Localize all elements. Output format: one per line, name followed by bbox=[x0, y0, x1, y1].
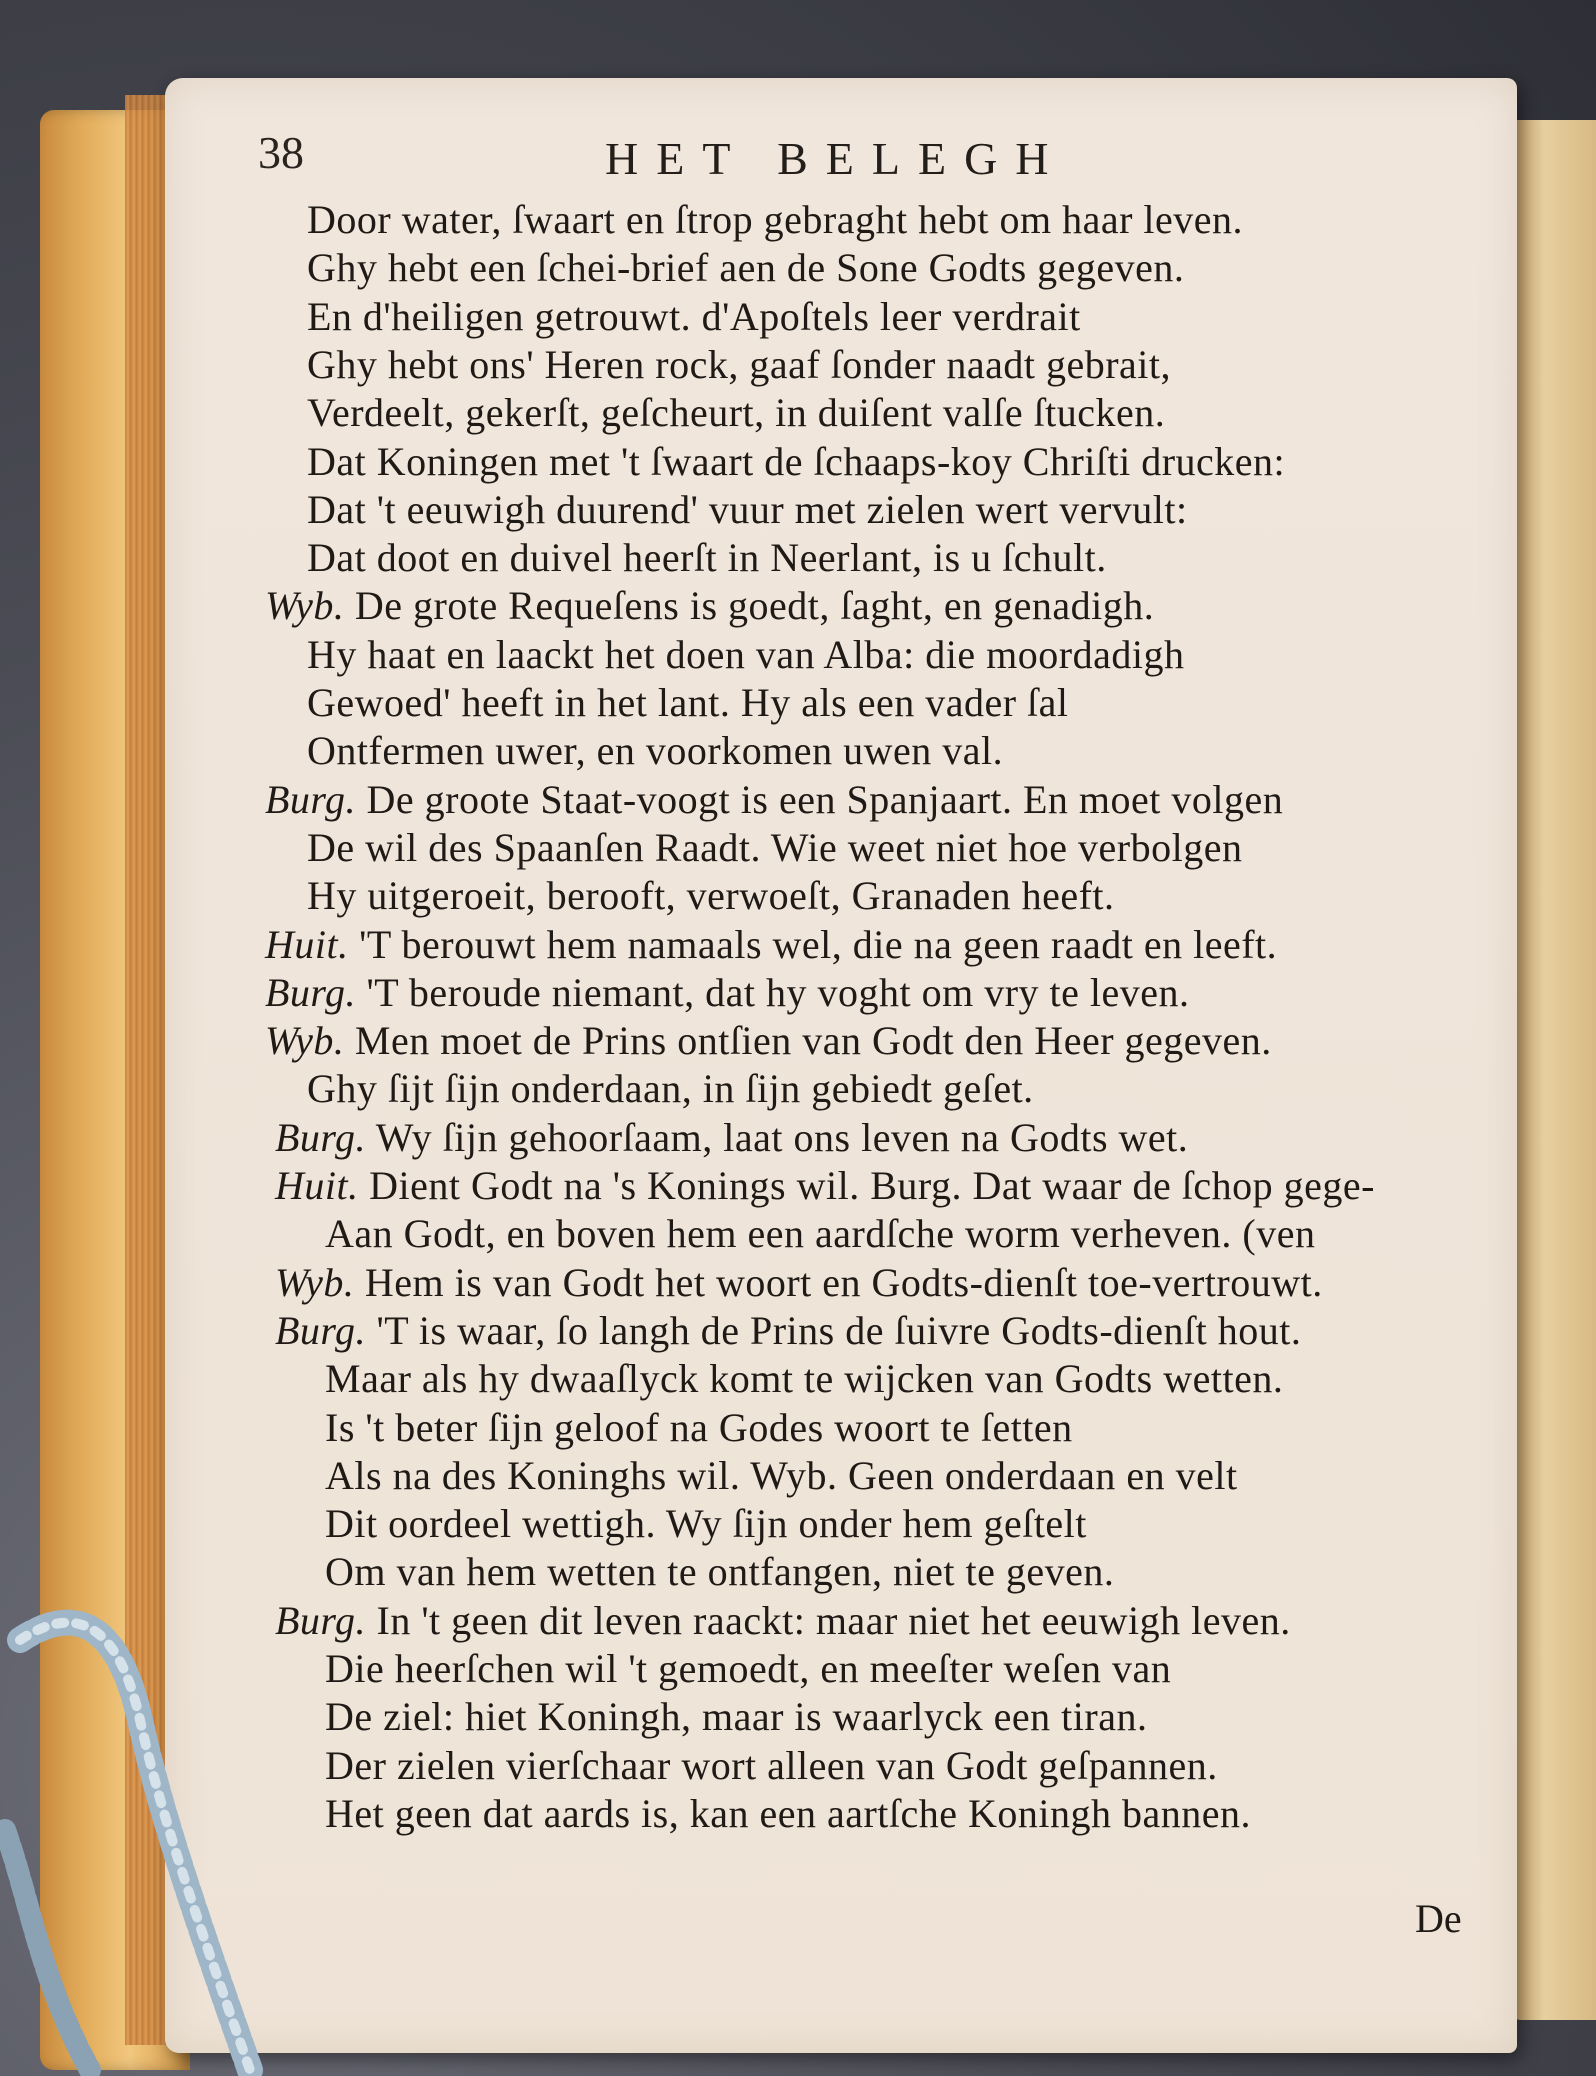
line-text: In 't geen dit leven raackt: maar niet het eeuwigh leven. bbox=[376, 1597, 1291, 1643]
line-text: Hy uitgeroeit, berooft, verwoeſt, Granaden heeft. bbox=[307, 873, 1115, 919]
speaker-label: Wyb. bbox=[275, 1259, 355, 1305]
verse-line bbox=[325, 1500, 1087, 1548]
verse-line bbox=[307, 438, 1285, 486]
speaker-label: Huit. bbox=[275, 1163, 359, 1208]
speaker-label: Burg. bbox=[265, 776, 357, 822]
verse-line bbox=[265, 969, 1190, 1017]
verse-line bbox=[307, 389, 1165, 437]
verse-line bbox=[307, 486, 1188, 534]
speaker-label: Burg. bbox=[275, 1597, 367, 1643]
line-text: De wil des Spaanſen Raadt. Wie weet niet hoe verbolgen bbox=[307, 824, 1243, 870]
verse-line bbox=[275, 1259, 1323, 1307]
line-text: De grote Requeſens is goedt, ſaght, en genadigh. bbox=[354, 583, 1155, 629]
speaker-label: Wyb. bbox=[265, 583, 345, 629]
line-text: En d'heiligen getrouwt. d'Apoſtels leer verdrait bbox=[307, 293, 1081, 339]
verse-line bbox=[307, 341, 1171, 389]
verse-line bbox=[265, 921, 1277, 969]
bookmark-cord bbox=[0, 1600, 310, 2076]
verse-line bbox=[307, 196, 1243, 244]
speaker-label: Wyb. bbox=[265, 1018, 345, 1064]
verse-line bbox=[307, 872, 1115, 920]
verse-line bbox=[325, 1790, 1251, 1838]
line-text: De groote Staat-voogt is een Spanjaart. En moet volgen bbox=[366, 776, 1284, 822]
verse-line bbox=[307, 534, 1107, 582]
speaker-label: Burg. bbox=[265, 969, 357, 1015]
verse-line bbox=[265, 776, 1283, 824]
line-text: Ghy ſijt ſijn onderdaan, in ſijn gebiedt geſet. bbox=[307, 1066, 1034, 1112]
verse-line bbox=[307, 679, 1069, 727]
running-title: HET BELEGH bbox=[605, 133, 1067, 184]
speaker-label: Huit. bbox=[265, 921, 349, 967]
line-text: Dat Koningen met 't ſwaart de ſchaaps-koy Chriſti drucken: bbox=[307, 438, 1286, 484]
line-text: Wy ſijn gehoorſaam, laat ons leven na Godts wet. bbox=[375, 1114, 1189, 1160]
running-head bbox=[165, 126, 1517, 196]
verse-line bbox=[325, 1742, 1218, 1790]
line-text: Aan Godt, en boven hem een aardſche worm verheven. (ven bbox=[325, 1211, 1316, 1257]
verse-line bbox=[307, 244, 1184, 292]
verse-line bbox=[325, 1355, 1283, 1403]
verse-line bbox=[307, 1065, 1034, 1113]
verse-line bbox=[325, 1645, 1171, 1693]
verse-line bbox=[265, 1017, 1272, 1065]
line-text: Ghy hebt ons' Heren rock, gaaf ſonder naadt gebrait, bbox=[307, 341, 1172, 387]
verse-line bbox=[275, 1114, 1188, 1162]
verse-line bbox=[275, 1162, 1375, 1210]
line-text: 'T berouwt hem namaals wel, die na geen raadt en leeft. bbox=[359, 921, 1278, 967]
line-text: Dat 't eeuwigh duurend' vuur met zielen wert vervult: bbox=[307, 486, 1188, 532]
book-page bbox=[165, 78, 1517, 2053]
line-text: Verdeelt, gekerſt, geſcheurt, in duiſent valſe ſtucken. bbox=[307, 390, 1166, 436]
line-text: Hy haat en laackt het doen van Alba: die moordadigh bbox=[307, 631, 1185, 677]
line-text: Dient Godt na 's Konings wil. Burg. Dat waar de ſchop gege- bbox=[369, 1163, 1375, 1208]
line-text: De ziel: hiet Koningh, maar is waarlyck een tiran. bbox=[325, 1694, 1148, 1740]
verse-line bbox=[275, 1307, 1301, 1355]
page-number: 38 bbox=[258, 127, 304, 178]
line-text: Ghy hebt een ſchei-brief aen de Sone Godts gegeven. bbox=[307, 245, 1185, 291]
line-text: Maar als hy dwaaſlyck komt te wijcken van Godts wetten. bbox=[325, 1356, 1284, 1402]
speaker-label: Burg. bbox=[275, 1307, 367, 1353]
line-text: Dat doot en duivel heerſt in Neerlant, is u ſchult. bbox=[307, 535, 1107, 581]
facing-page-edge bbox=[1511, 120, 1596, 2020]
line-text: Ontfermen uwer, en voorkomen uwen val. bbox=[307, 728, 1004, 774]
line-text: Door water, ſwaart en ſtrop gebraght hebt om haar leven. bbox=[307, 197, 1244, 242]
catchword: De bbox=[1415, 1896, 1462, 1941]
line-text: Is 't beter ſijn geloof na Godes woort te ſetten bbox=[325, 1404, 1073, 1450]
verse-line bbox=[307, 727, 1003, 775]
line-text: Gewoed' heeft in het lant. Hy als een vader ſal bbox=[307, 680, 1069, 725]
verse-line bbox=[307, 293, 1081, 341]
verse-line bbox=[325, 1452, 1238, 1500]
verse-line bbox=[307, 824, 1242, 872]
verse-line bbox=[307, 631, 1184, 679]
verse-line bbox=[325, 1548, 1114, 1596]
line-text: Het geen dat aards is, kan een aartſche Koningh bannen. bbox=[325, 1790, 1252, 1836]
line-text: Als na des Koninghs wil. Wyb. Geen onderdaan en velt bbox=[325, 1452, 1238, 1498]
verse-line bbox=[275, 1597, 1291, 1645]
line-text: 'T beroude niemant, dat hy voght om vry te leven. bbox=[366, 969, 1190, 1015]
line-text: Men moet de Prins ontſien van Godt den Heer gegeven. bbox=[354, 1018, 1272, 1064]
verse-line bbox=[265, 582, 1154, 630]
verse-line bbox=[325, 1210, 1315, 1258]
line-text: Die heerſchen wil 't gemoedt, en meeſter weſen van bbox=[325, 1646, 1172, 1691]
verse-line bbox=[325, 1693, 1147, 1741]
line-text: Der zielen vierſchaar wort alleen van Godt geſpannen. bbox=[325, 1742, 1218, 1788]
line-text: Hem is van Godt het woort en Godts-dienſt toe-vertrouwt. bbox=[364, 1259, 1323, 1305]
line-text: Dit oordeel wettigh. Wy ſijn onder hem geſtelt bbox=[325, 1501, 1087, 1547]
line-text: Om van hem wetten te ontfangen, niet te geven. bbox=[325, 1549, 1115, 1595]
speaker-label: Burg. bbox=[275, 1114, 367, 1160]
line-text: 'T is waar, ſo langh de Prins de ſuivre Godts-dienſt hout. bbox=[376, 1307, 1302, 1353]
verse-line bbox=[325, 1404, 1073, 1452]
